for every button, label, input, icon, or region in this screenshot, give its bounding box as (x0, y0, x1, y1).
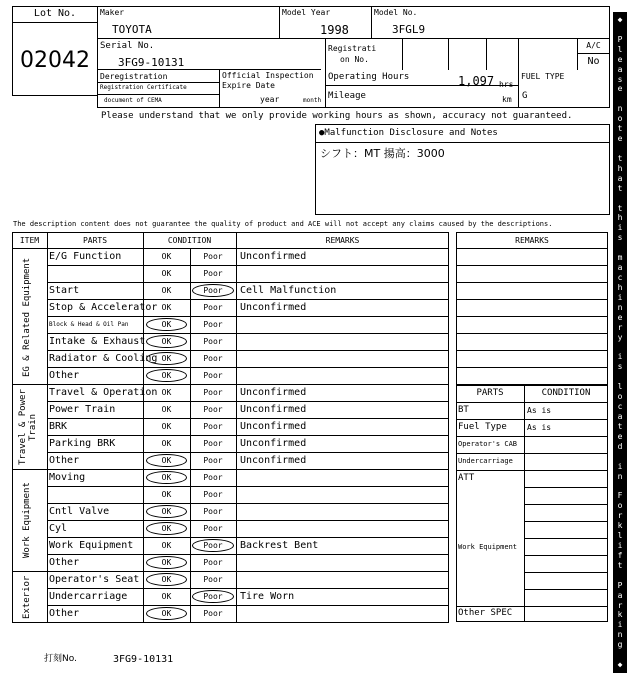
lot-label: Lot No. (33, 8, 77, 19)
row-ok: OK (161, 507, 172, 516)
row-ok: OK (161, 405, 172, 414)
row-part: Undercarriage (49, 591, 128, 602)
right-part: Work Equipment (458, 543, 518, 551)
row-part: Cntl Valve (49, 506, 110, 517)
malfunction-text: シフト：MT 揚高：3000 (320, 147, 445, 160)
right-condition-header: CONDITION (541, 388, 591, 398)
stamp-label: 打刻No. (44, 654, 77, 664)
row-remark: Tire Worn (240, 591, 295, 602)
header-condition: CONDITION (167, 236, 212, 245)
registration-no-label-2: on No. (340, 55, 369, 64)
row-ok: OK (161, 371, 172, 380)
row-part: BRK (49, 421, 68, 432)
row-poor: Poor (203, 473, 223, 482)
row-remark: Unconfirmed (240, 251, 307, 262)
row-poor: Poor (203, 303, 223, 312)
row-ok: OK (161, 439, 172, 448)
row-poor: Poor (203, 558, 223, 567)
row-poor: Poor (203, 592, 223, 601)
row-poor: Poor (203, 422, 223, 431)
month-label: month (303, 97, 322, 104)
row-ok: OK (161, 252, 172, 261)
inspection-label-1: Official Inspection (222, 71, 314, 80)
selected-condition-circle (192, 284, 234, 297)
row-poor: Poor (203, 609, 223, 618)
row-ok: OK (161, 473, 172, 482)
right-condition: As is (527, 423, 552, 432)
row-ok: OK (161, 303, 172, 312)
row-part: Power Train (49, 404, 116, 415)
row-remark: Unconfirmed (240, 421, 307, 432)
disclaimer: The description content does not guarantee the quality of product and ACE will not accept any claims caused by the descriptions. (13, 220, 553, 228)
row-ok: OK (161, 592, 172, 601)
row-ok: OK (161, 490, 172, 499)
selected-condition-circle (192, 539, 234, 552)
header-remarks: REMARKS (325, 236, 360, 245)
row-remark: Backrest Bent (240, 540, 319, 551)
row-ok: OK (161, 320, 172, 329)
row-poor: Poor (203, 320, 223, 329)
row-poor: Poor (203, 354, 223, 363)
row-poor: Poor (203, 405, 223, 414)
row-ok: OK (161, 422, 172, 431)
selected-condition-circle (146, 573, 187, 586)
row-ok: OK (161, 524, 172, 533)
row-poor: Poor (203, 286, 223, 295)
selected-condition-circle (146, 471, 187, 484)
row-ok: OK (161, 337, 172, 346)
fuel-type-value: G (522, 91, 528, 101)
right-part: Other SPEC (458, 608, 513, 618)
row-remark: Unconfirmed (240, 438, 307, 449)
selected-condition-circle (146, 335, 187, 348)
right-part: BT (458, 405, 469, 415)
inspection-label-2: Expire Date (222, 81, 275, 90)
model-year-label: Model Year (282, 8, 331, 17)
selected-condition-circle (192, 590, 234, 603)
header-parts: PARTS (82, 236, 108, 245)
row-part: Moving (49, 472, 86, 483)
row-poor: Poor (203, 575, 223, 584)
registration-no-label-1: Registrati (328, 44, 377, 53)
row-poor: Poor (203, 371, 223, 380)
hrs-unit: hrs (499, 80, 514, 89)
serial-value: 3FG9-10131 (118, 56, 185, 69)
group-label-exterior: Exterior (22, 575, 32, 619)
row-ok: OK (161, 456, 172, 465)
model-no-label: Model No. (374, 8, 418, 17)
row-part: Radiator & Cooling (49, 353, 158, 364)
row-ok: OK (161, 286, 172, 295)
km-unit: km (502, 95, 512, 104)
deregistration-label: Deregistration (100, 72, 168, 81)
model-year-value: 1998 (320, 23, 349, 37)
right-part: Operator's CAB (458, 440, 518, 448)
row-poor: Poor (203, 388, 223, 397)
operating-hours-value: 1,097 (458, 74, 495, 88)
row-part: Travel & Operation (49, 387, 158, 398)
right-parts-header: PARTS (476, 388, 504, 398)
row-part: Stop & Accelerator (49, 302, 158, 313)
serial-label: Serial No. (100, 41, 155, 51)
selected-condition-circle (146, 607, 187, 620)
location-sidebar: ◆ P l e a s e n o t e t h a t t h i s m a c h i n e r y i s l o c a t e d i n F o r k l i f t P a r k i n g ◆ (613, 12, 627, 673)
row-ok: OK (161, 269, 172, 278)
maker-value: TOYOTA (112, 23, 152, 36)
row-poor: Poor (203, 524, 223, 533)
row-poor: Poor (203, 490, 223, 499)
selected-condition-circle (146, 505, 187, 518)
row-poor: Poor (203, 252, 223, 261)
row-poor: Poor (203, 456, 223, 465)
row-remark: Unconfirmed (240, 455, 307, 466)
row-ok: OK (161, 354, 172, 363)
row-part: Cyl (49, 523, 68, 534)
mileage-label: Mileage (328, 91, 366, 101)
operating-hours-label: Operating Hours (328, 72, 410, 82)
group-label-work: Work Equipment (22, 482, 32, 559)
malfunction-title: ●Malfunction Disclosure and Notes (319, 128, 498, 138)
row-part: Operator's Seat (49, 574, 140, 585)
row-ok: OK (161, 388, 172, 397)
row-poor: Poor (203, 337, 223, 346)
right-condition: As is (527, 406, 552, 415)
row-ok: OK (161, 558, 172, 567)
cema-label: document of CEMA (104, 97, 162, 104)
row-part: E/G Function (49, 251, 122, 262)
row-part: Block & Head & Oil Pan (49, 321, 129, 328)
selected-condition-circle (146, 318, 187, 331)
fuel-type-label: FUEL TYPE (521, 72, 565, 81)
ac-value: No (587, 56, 600, 67)
row-poor: Poor (203, 269, 223, 278)
row-remark: Unconfirmed (240, 302, 307, 313)
hours-notice: Please understand that we only provide working hours as shown, accuracy not guaranteed. (101, 111, 573, 121)
row-poor: Poor (203, 541, 223, 550)
lot-number: 02042 (20, 48, 90, 73)
selected-condition-circle (146, 369, 187, 382)
stamp-value: 3FG9-10131 (113, 654, 174, 665)
right-remarks-header: REMARKS (515, 236, 549, 245)
model-no-value: 3FGL9 (392, 23, 426, 36)
group-label-travel-2: Train (28, 413, 38, 441)
row-part: Intake & Exhaust (49, 336, 146, 347)
selected-condition-circle (146, 454, 187, 467)
year-label: year (260, 95, 280, 104)
row-ok: OK (161, 609, 172, 618)
row-part: Parking BRK (49, 438, 116, 449)
row-remark: Cell Malfunction (240, 285, 337, 296)
row-ok: OK (161, 575, 172, 584)
selected-condition-circle (146, 556, 187, 569)
registration-certificate-label: Registration Certificate (100, 84, 187, 91)
maker-label: Maker (100, 8, 125, 17)
right-part: ATT (458, 473, 475, 483)
ac-label: A/C (586, 41, 601, 50)
right-part: Undercarriage (458, 457, 513, 465)
group-label-travel-1: Travel & Power (18, 389, 28, 465)
row-poor: Poor (203, 439, 223, 448)
row-part: Work Equipment (49, 540, 134, 551)
row-part: Other (49, 557, 80, 568)
header-item: ITEM (19, 236, 40, 245)
right-part: Fuel Type (458, 422, 507, 432)
row-poor: Poor (203, 507, 223, 516)
row-part: Other (49, 370, 80, 381)
selected-condition-circle (146, 522, 187, 535)
row-part: Other (49, 608, 80, 619)
row-ok: OK (161, 541, 172, 550)
row-part: Start (49, 285, 80, 296)
row-remark: Unconfirmed (240, 387, 307, 398)
row-remark: Unconfirmed (240, 404, 307, 415)
group-label-eg: EG & Related Equipment (22, 257, 32, 377)
selected-condition-circle (146, 352, 187, 365)
row-part: Other (49, 455, 80, 466)
